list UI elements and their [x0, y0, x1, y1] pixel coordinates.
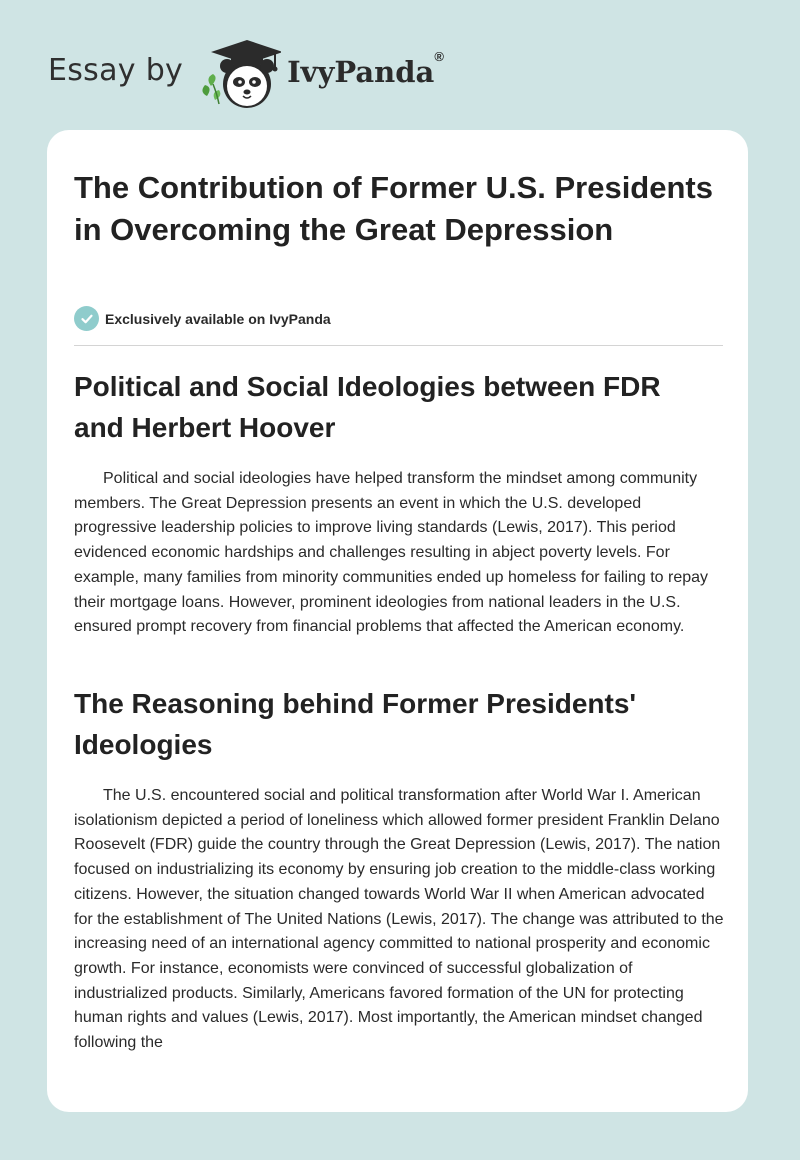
panda-graduation-cap-logo-icon — [201, 36, 281, 112]
section-heading: The Reasoning behind Former Presidents' Ideologies — [74, 688, 637, 760]
essay-title: The Contribution of Former U.S. Presidents in Overcoming the Great Depression — [74, 170, 713, 247]
exclusive-badge-text: Exclusively available on IvyPanda — [105, 310, 331, 327]
brand-name — [287, 49, 444, 89]
section-paragraph: The U.S. encountered social and political transformation after World War I. American isolationism depicted a period of loneliness which allowed former president Franklin Delano Roosevelt (FDR) guide the country through the Great Depression (Lewis, 2017). The nation focused on industrializing its economy by ensuring job creation to the middle-class working citizens. However, the situation changed towards World War II when American advocated for the establishment of The United Nations (Lewis, 2017). The change was attributed to the increasing need of an international agency committed to national prosperity and economic growth. For instance, economists were convinced of successful globalization of industrialized products. Similarly, Americans favored formation of the UN for protecting human rights and values (Lewis, 2017). Most importantly, the American mindset changed following the — [74, 787, 724, 1052]
site-header — [48, 36, 444, 112]
ivypanda-logo[interactable] — [201, 36, 444, 112]
registered-mark: ® — [434, 49, 444, 65]
checkmark-icon — [74, 306, 99, 331]
divider — [74, 345, 723, 346]
brand-name-text: IvyPanda — [287, 55, 435, 89]
essay-by-label: Essay by — [48, 52, 184, 88]
essay-card — [47, 130, 748, 1112]
section-heading: Political and Social Ideologies between FDR and Herbert Hoover — [74, 371, 661, 443]
exclusive-badge — [74, 306, 331, 331]
section-paragraph: Political and social ideologies have helped transform the mindset among community members. The Great Depression presents an event in which the U.S. developed progressive leadership policies to improve living standards (Lewis, 2017). This period evidenced economic hardships and challenges resulting in abject poverty levels. For example, many families from minority communities ended up homeless for failing to repay their mortgage loans. However, prominent ideologies from national leaders in the U.S. ensured prompt recovery from financial problems that affected the American economy. — [74, 470, 709, 636]
